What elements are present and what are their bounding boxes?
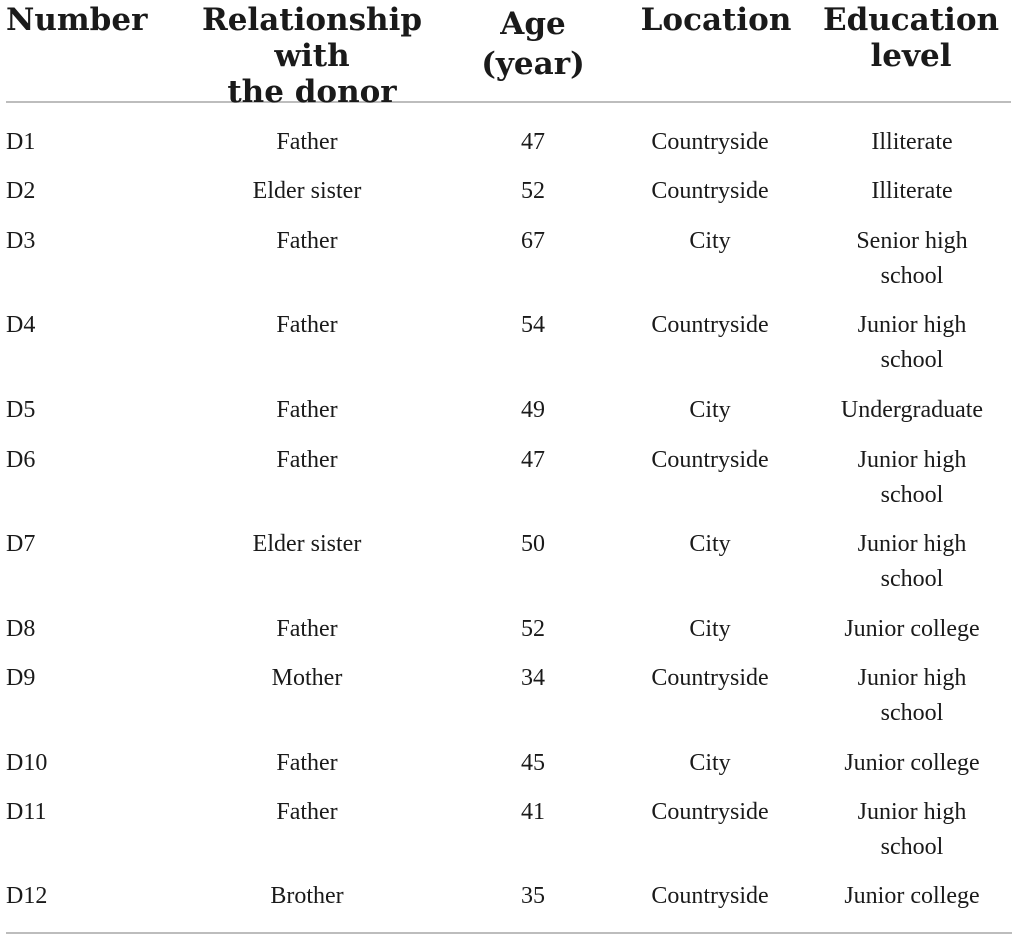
cell-education: Junior high school xyxy=(857,665,967,726)
cell-number: D9 xyxy=(6,665,36,691)
cell-age: 50 xyxy=(521,531,545,557)
cell-number: D10 xyxy=(6,750,48,776)
cell-number: D7 xyxy=(6,531,36,557)
cell-relationship: Father xyxy=(276,799,338,825)
cell-age: 41 xyxy=(521,799,545,825)
cell-relationship: Mother xyxy=(271,665,343,691)
cell-location: City xyxy=(689,750,731,776)
cell-location: Countryside xyxy=(651,799,769,825)
cell-relationship: Father xyxy=(276,616,338,642)
cell-age: 67 xyxy=(521,228,545,254)
cell-education: Senior high school xyxy=(856,228,968,289)
cell-age: 54 xyxy=(521,312,545,338)
cell-age: 49 xyxy=(521,397,545,423)
cell-number: D6 xyxy=(6,447,36,473)
cell-location: City xyxy=(689,616,731,642)
cell-age: 34 xyxy=(521,665,545,691)
cell-education: Undergraduate xyxy=(840,397,984,423)
cell-location: Countryside xyxy=(651,883,769,909)
header-age: Age (year) xyxy=(481,6,585,82)
cell-education: Illiterate xyxy=(871,129,953,155)
cell-number: D3 xyxy=(6,228,36,254)
cell-relationship: Father xyxy=(276,750,338,776)
header-relationship: Relationship with the donor xyxy=(201,2,423,110)
cell-relationship: Elder sister xyxy=(252,178,362,204)
cell-education: Junior high school xyxy=(857,531,967,592)
table-bottom-rule xyxy=(6,932,1012,934)
cell-age: 47 xyxy=(521,129,545,155)
cell-location: City xyxy=(689,397,731,423)
cell-education: Junior high school xyxy=(857,312,967,373)
cell-education: Junior college xyxy=(844,616,980,642)
cell-location: Countryside xyxy=(651,447,769,473)
cell-relationship: Father xyxy=(276,129,338,155)
header-number: Number xyxy=(6,2,148,38)
cell-relationship: Father xyxy=(276,447,338,473)
cell-relationship: Father xyxy=(276,397,338,423)
cell-education: Junior high school xyxy=(857,447,967,508)
cell-relationship: Brother xyxy=(270,883,344,909)
cell-age: 35 xyxy=(521,883,545,909)
cell-relationship: Father xyxy=(276,312,338,338)
cell-relationship: Elder sister xyxy=(252,531,362,557)
cell-education: Junior high school xyxy=(857,799,967,860)
header-education: Education level xyxy=(822,2,1000,74)
cell-number: D12 xyxy=(6,883,48,909)
cell-number: D4 xyxy=(6,312,36,338)
cell-education: Junior college xyxy=(844,883,980,909)
cell-age: 47 xyxy=(521,447,545,473)
cell-location: Countryside xyxy=(651,129,769,155)
cell-education: Illiterate xyxy=(871,178,953,204)
cell-location: City xyxy=(689,228,731,254)
cell-number: D11 xyxy=(6,799,47,825)
cell-education: Junior college xyxy=(844,750,980,776)
cell-number: D8 xyxy=(6,616,36,642)
cell-age: 52 xyxy=(521,178,545,204)
cell-number: D5 xyxy=(6,397,36,423)
cell-age: 45 xyxy=(521,750,545,776)
header-location: Location xyxy=(640,2,792,38)
cell-location: City xyxy=(689,531,731,557)
table-header xyxy=(6,0,1011,110)
cell-relationship: Father xyxy=(276,228,338,254)
cell-location: Countryside xyxy=(651,665,769,691)
cell-location: Countryside xyxy=(651,312,769,338)
cell-number: D2 xyxy=(6,178,36,204)
cell-number: D1 xyxy=(6,129,36,155)
cell-age: 52 xyxy=(521,616,545,642)
cell-location: Countryside xyxy=(651,178,769,204)
